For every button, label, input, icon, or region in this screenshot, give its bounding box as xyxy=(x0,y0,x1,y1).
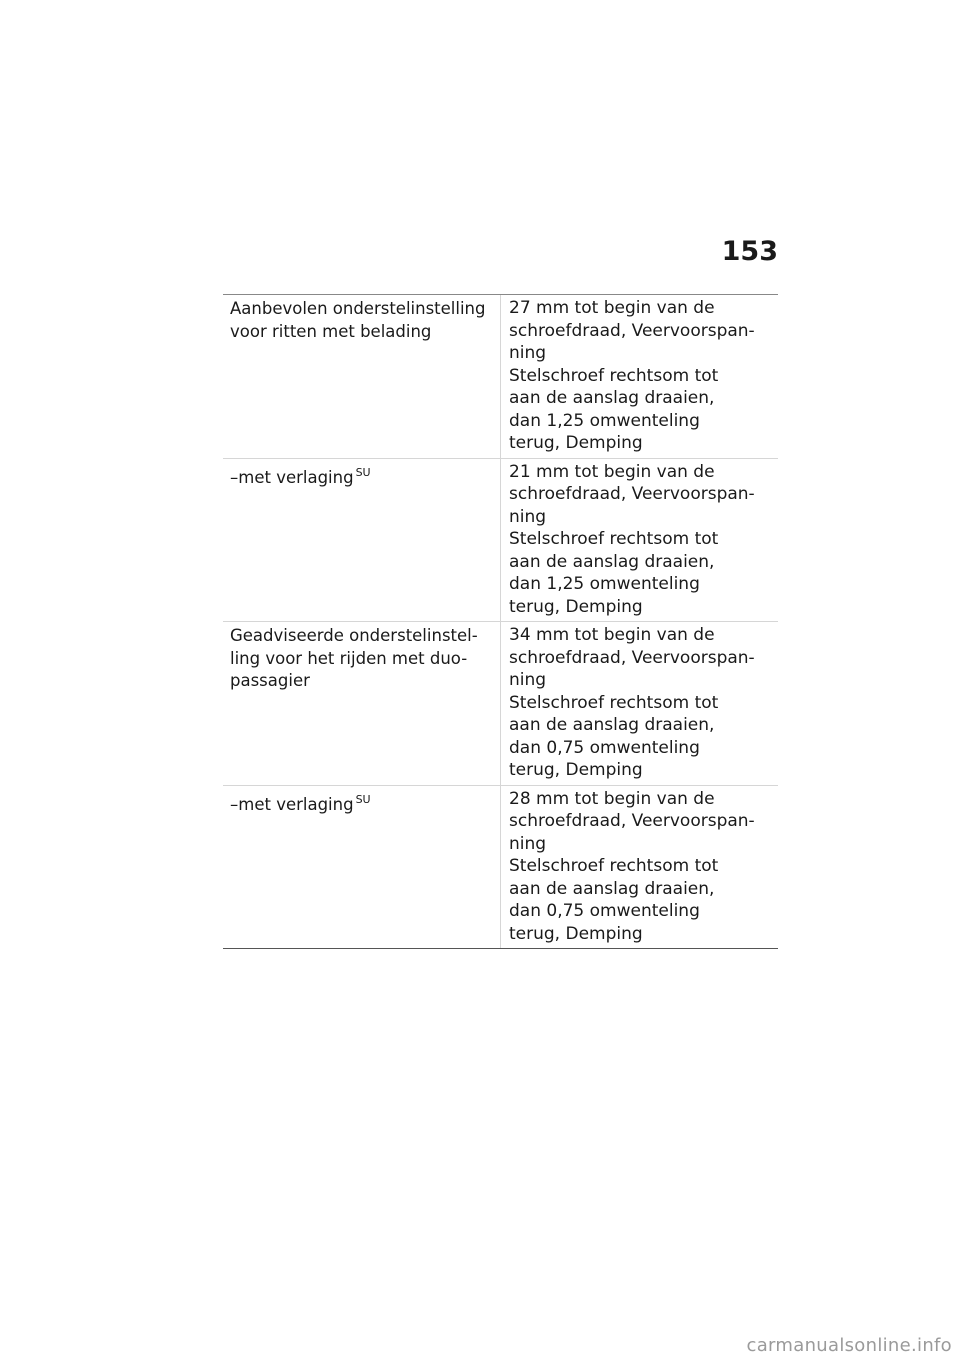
value-line: terug, Demping xyxy=(509,596,643,617)
value-line: dan 0,75 omwenteling xyxy=(509,737,700,758)
value-line: 34 mm tot begin van de xyxy=(509,625,715,645)
label-line xyxy=(230,789,494,817)
value-line: Stelschroef rechtsom tot xyxy=(509,692,719,713)
value-line: aan de aanslag draaien, xyxy=(509,388,715,408)
su-superscript: SU xyxy=(355,792,371,806)
label-line: ling voor het rijden met duo- xyxy=(230,648,468,668)
label-line: voor ritten met belading xyxy=(230,321,432,341)
value-line: terug, Demping xyxy=(509,923,643,944)
row-value xyxy=(501,622,778,785)
value-line: dan 1,25 omwenteling xyxy=(509,574,700,594)
value-line: schroefdraad, Veervoorspan- xyxy=(509,647,755,668)
value-line: dan 1,25 omwenteling xyxy=(509,410,700,431)
su-superscript: SU xyxy=(355,465,371,479)
row-value xyxy=(501,786,778,949)
value-line: Stelschroef rechtsom tot xyxy=(509,856,719,876)
value-line: Stelschroef rechtsom tot xyxy=(509,365,719,386)
row-value xyxy=(501,295,778,458)
value-line: ning xyxy=(509,343,547,363)
label-line: passagier xyxy=(230,671,310,690)
value-line: 21 mm tot begin van de xyxy=(509,461,715,482)
row-label xyxy=(223,622,501,785)
watermark-link[interactable]: carmanualsonline.info xyxy=(746,1335,952,1356)
value-line: terug, Demping xyxy=(509,433,643,453)
value-line: dan 0,75 omwenteling xyxy=(509,901,700,921)
value-line: terug, Demping xyxy=(509,760,643,780)
table-row xyxy=(223,295,778,458)
value-line: 28 mm tot begin van de xyxy=(509,788,715,809)
value-line: ning xyxy=(509,833,547,854)
value-line: schroefdraad, Veervoorspan- xyxy=(509,811,755,831)
value-line: aan de aanslag draaien, xyxy=(509,878,715,899)
row-label xyxy=(223,295,501,458)
label-text: –met verlaging xyxy=(230,794,354,814)
value-line: ning xyxy=(509,506,547,527)
label-line: Aanbevolen onderstelinstelling xyxy=(230,299,486,318)
value-line: ning xyxy=(509,670,547,690)
value-line: schroefdraad, Veervoorspan- xyxy=(509,484,755,504)
page-number: 153 xyxy=(721,236,778,267)
row-label xyxy=(223,786,501,949)
value-line: Stelschroef rechtsom tot xyxy=(509,529,719,549)
table-row xyxy=(223,621,778,785)
label-line: Geadviseerde onderstelinstel- xyxy=(230,626,478,645)
label-line xyxy=(230,462,494,490)
value-line: aan de aanslag draaien, xyxy=(509,715,715,735)
table-row xyxy=(223,785,778,949)
value-line: aan de aanslag draaien, xyxy=(509,551,715,572)
value-line: schroefdraad, Veervoorspan- xyxy=(509,320,755,341)
label-text: –met verlaging xyxy=(230,467,354,487)
suspension-settings-table xyxy=(223,294,778,949)
value-line: 27 mm tot begin van de xyxy=(509,298,715,318)
row-label xyxy=(223,459,501,622)
table-row xyxy=(223,458,778,622)
row-value xyxy=(501,459,778,622)
